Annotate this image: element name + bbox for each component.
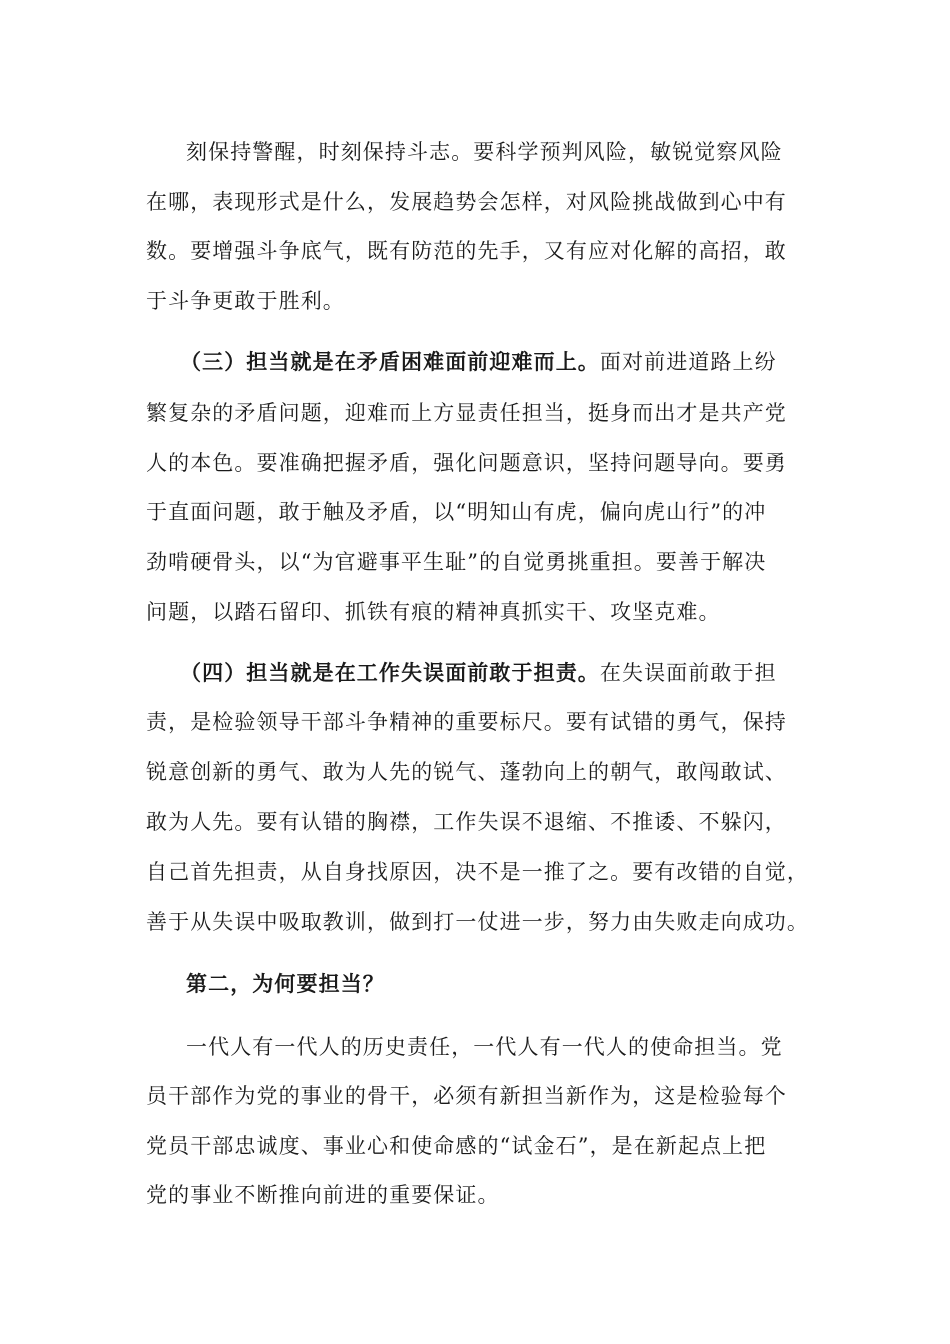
paragraph-4-line-4: 党的事业不断推向前进的重要保证。: [146, 1183, 500, 1207]
section-heading: 第二，为何要担当？: [186, 971, 385, 996]
paragraph-2-line-3: 人的本色。要准确把握矛盾，强化问题意识，坚持问题导向。要勇: [146, 451, 787, 475]
paragraph-2-line-4: 于直面问题，敢于触及矛盾，以“明知山有虎，偏向虎山行”的冲: [146, 500, 767, 524]
paragraph-1-line-1: 刻保持警醒，时刻保持斗志。要科学预判风险，敏锐觉察风险: [186, 140, 783, 164]
paragraph-3-heading: （四）担当就是在工作失误面前敢于担责。: [180, 660, 600, 685]
paragraph-3-line-2: 责，是检验领导干部斗争精神的重要标尺。要有试错的勇气，保持: [146, 710, 787, 734]
paragraph-3-line-1: [180, 659, 860, 687]
paragraph-2-first-rest: 面对前进道路上纷: [599, 350, 777, 374]
paragraph-1-line-3: 数。要增强斗争底气，既有防范的先手，又有应对化解的高招，敢: [146, 239, 787, 263]
paragraph-4-line-2: 员干部作为党的事业的骨干，必须有新担当新作为，这是检验每个: [146, 1084, 787, 1108]
paragraph-4-line-3: 党员干部忠诚度、事业心和使命感的“试金石”，是在新起点上把: [146, 1134, 767, 1158]
paragraph-4-line-1: 一代人有一代人的历史责任，一代人有一代人的使命担当。党: [186, 1035, 783, 1059]
paragraph-2-heading: （三）担当就是在矛盾困难面前迎难而上。: [180, 349, 600, 374]
paragraph-2-line-6: 问题，以踏石留印、抓铁有痕的精神真抓实干、攻坚克难。: [146, 600, 721, 624]
paragraph-3-first-rest: 在失误面前敢于担: [599, 661, 777, 685]
paragraph-3-line-4: 敢为人先。要有认错的胸襟，工作失误不退缩、不推诿、不躲闪，: [146, 810, 787, 834]
paragraph-3-line-3: 锐意创新的勇气、敢为人先的锐气、蓬勃向上的朝气，敢闯敢试、: [146, 760, 787, 784]
paragraph-1-line-2: 在哪，表现形式是什么，发展趋势会怎样，对风险挑战做到心中有: [146, 190, 787, 214]
paragraph-1-line-4: 于斗争更敢于胜利。: [146, 289, 345, 313]
paragraph-2-line-1: [180, 348, 860, 376]
paragraph-2-line-2: 繁复杂的矛盾问题，迎难而上方显责任担当，挺身而出才是共产党: [146, 401, 787, 425]
paragraph-3-line-5: 自己首先担责，从自身找原因，决不是一推了之。要有改错的自觉，: [146, 860, 809, 884]
paragraph-3-line-6: 善于从失误中吸取教训，做到打一仗进一步，努力由失败走向成功。: [146, 910, 809, 934]
paragraph-2-line-5: 劲啃硬骨头，以“为官避事平生耻”的自觉勇挑重担。要善于解决: [146, 550, 767, 574]
